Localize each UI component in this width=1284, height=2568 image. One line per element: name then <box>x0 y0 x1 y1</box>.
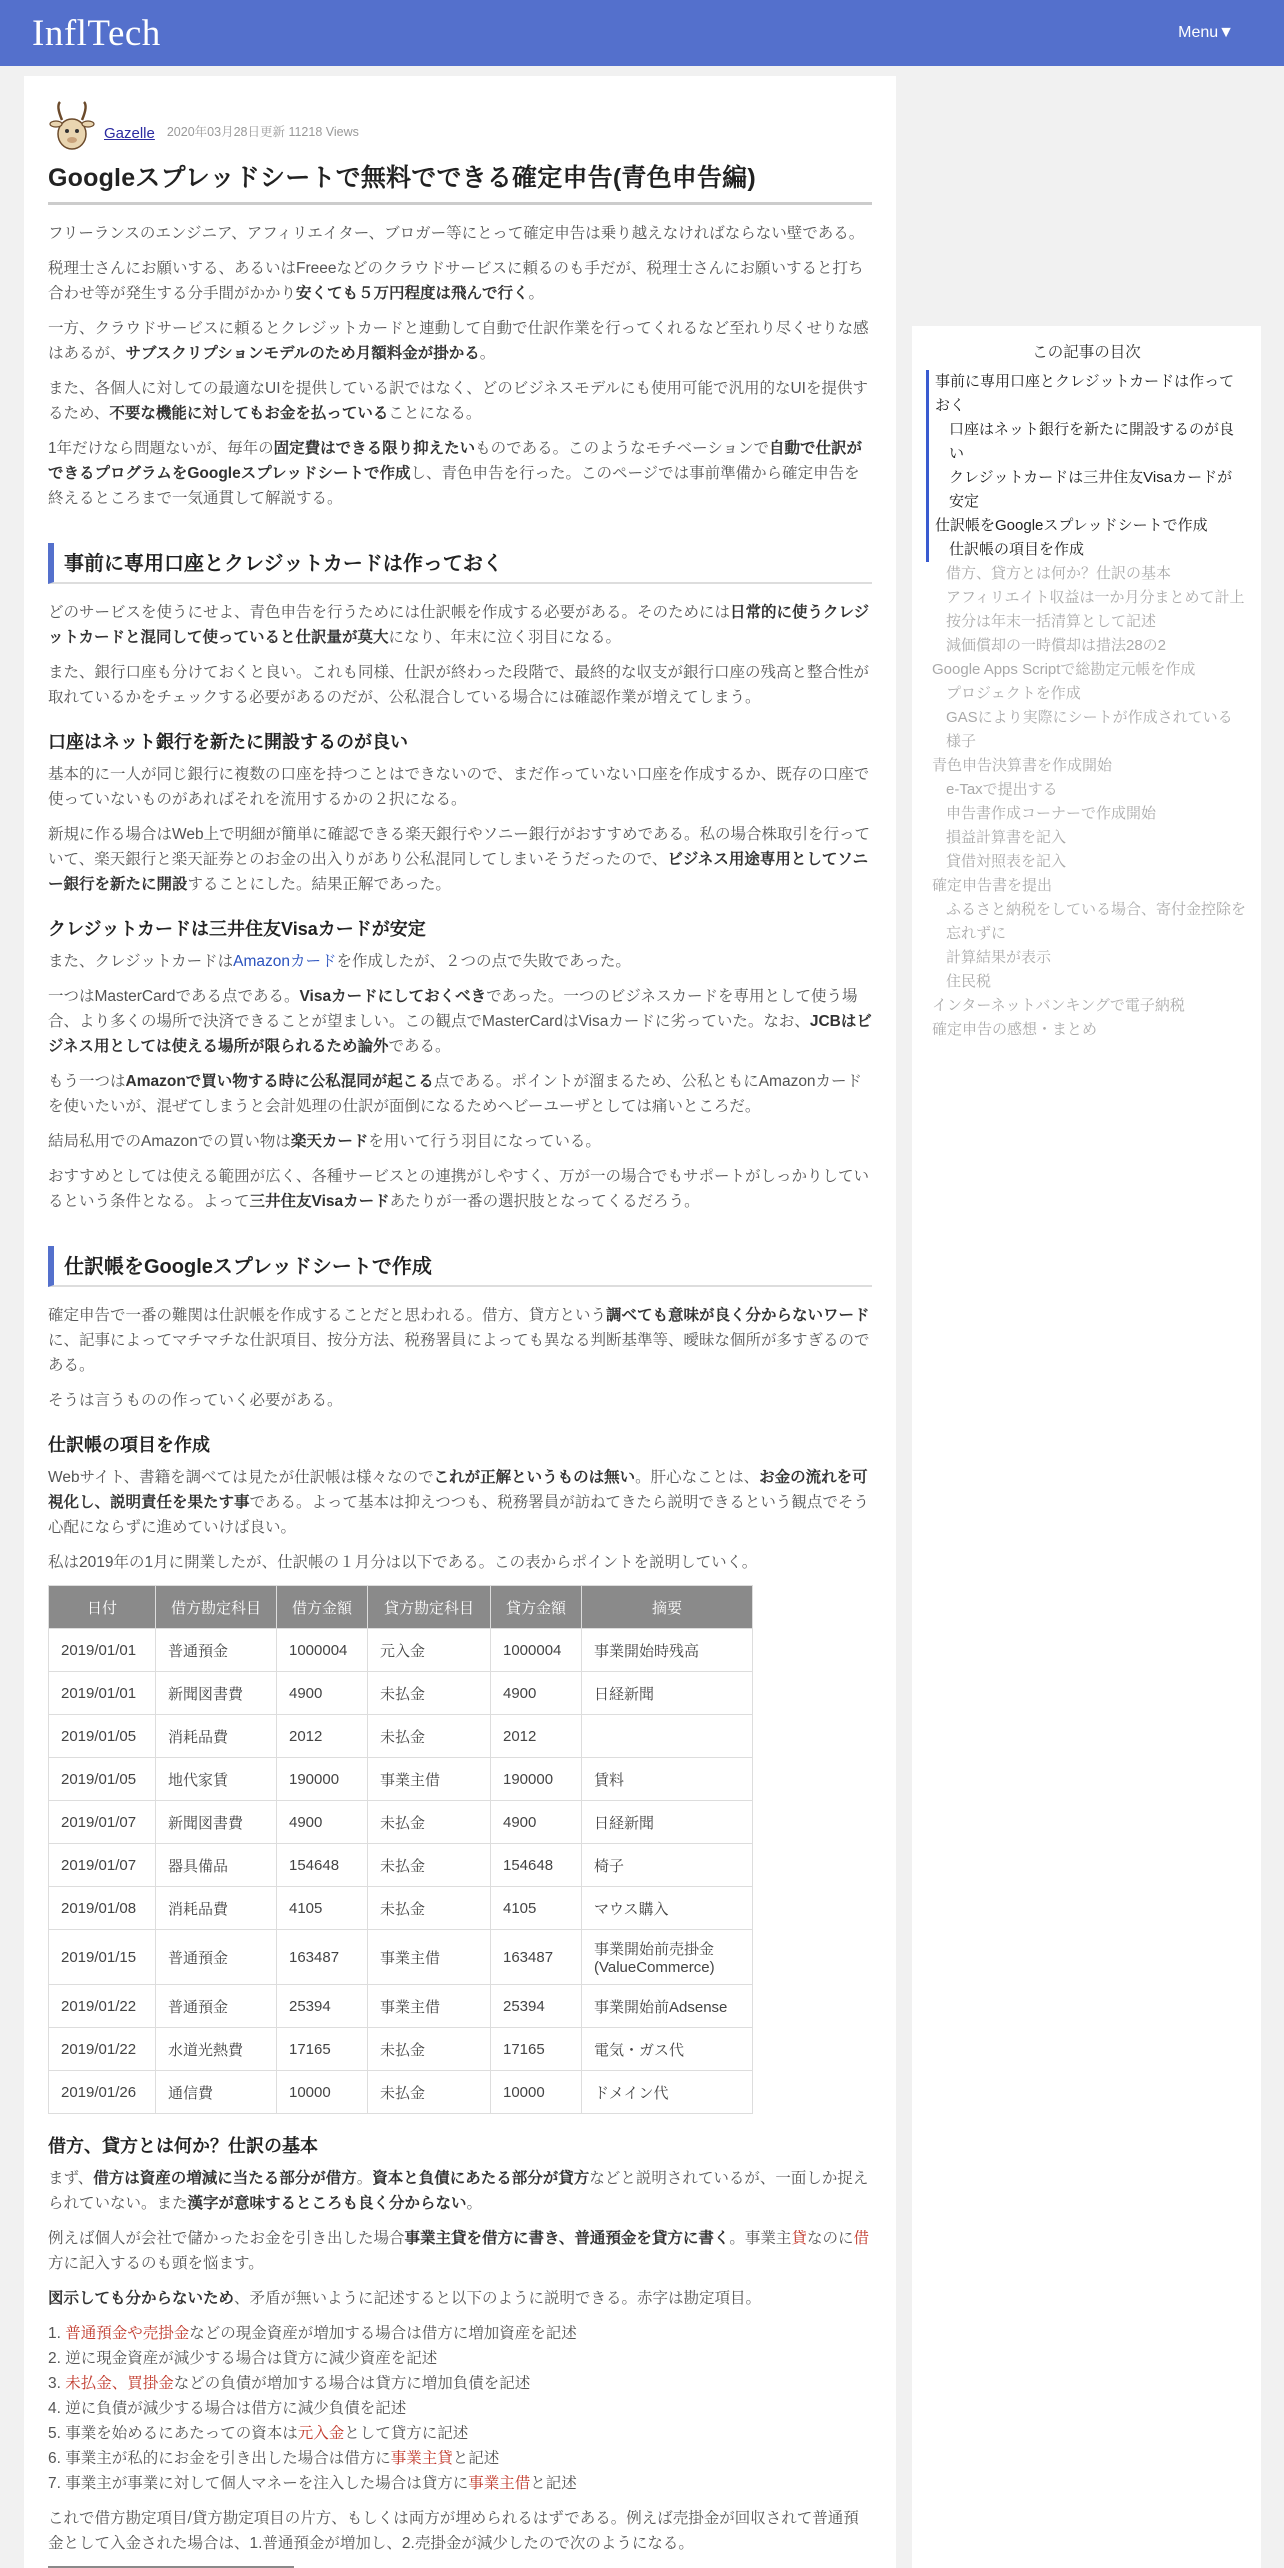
toc-list <box>926 370 1247 1042</box>
toc-item[interactable]: 口座はネット銀行を新たに開設するのが良い <box>926 418 1247 466</box>
table-cell: 未払金 <box>368 1672 491 1715</box>
table-cell: 2019/01/05 <box>49 1715 156 1758</box>
section-heading-accounts: 事前に専用口座とクレジットカードは作っておく <box>48 543 872 584</box>
table-cell: 4105 <box>491 1887 582 1930</box>
list-item: 5. 事業を始めるにあたっての資本は元入金として貸方に記述 <box>48 2425 469 2442</box>
table-cell: 4105 <box>277 1887 368 1930</box>
table-row <box>49 1844 753 1887</box>
table-cell: マウス購入 <box>582 1887 753 1930</box>
toc-item[interactable]: クレジットカードは三井住友Visaカードが安定 <box>926 466 1247 514</box>
paragraph: 一方、クラウドサービスに頼るとクレジットカードと連動して自動で仕訳作業を行ってくれるなど至れり尽くせりな感はあるが、サブスクリプションモデルのため月額料金が掛かる。 <box>48 320 869 362</box>
table-cell: 事業主借 <box>368 1985 491 2028</box>
toc-item[interactable]: 確定申告の感想・まとめ <box>932 1021 1098 1038</box>
table-header: 貸方金額 <box>491 1586 582 1629</box>
paragraph: 結局私用でのAmazonでの買い物は楽天カードを用いて行う羽目になっている。 <box>48 1133 601 1150</box>
paragraph: もう一つはAmazonで買い物する時に公私混同が起こる点である。ポイントが溜まるため、公私ともにAmazonカードを使いたいが、混ぜてしまうと会計処理の仕訳が面倒になるためヘビーユーザとしては痛いところだ。 <box>48 1073 863 1115</box>
page-title: Googleスプレッドシートで無料でできる確定申告(青色申告編) <box>48 158 872 205</box>
paragraph: どのサービスを使うにせよ、青色申告を行うためには仕訳帳を作成する必要がある。そのためには日常的に使うクレジットカードと混同して使っていると仕訳量が莫大になり、年末に泣く羽目になる。 <box>48 604 870 646</box>
toc-item[interactable]: ふるさと納税をしている場合、寄付金控除を忘れずに <box>946 901 1247 942</box>
table-cell: 190000 <box>277 1758 368 1801</box>
table-cell: ドメイン代 <box>582 2071 753 2114</box>
table-cell: 2019/01/07 <box>49 1801 156 1844</box>
author-link[interactable]: Gazelle <box>104 125 155 142</box>
table-row <box>49 2028 753 2071</box>
table-cell: 10000 <box>491 2071 582 2114</box>
table-cell: 4900 <box>277 1672 368 1715</box>
table-cell: 未払金 <box>368 1887 491 1930</box>
table-row <box>49 1930 753 1985</box>
intro-paragraph: フリーランスのエンジニア、アフィリエイター、ブロガー等にとって確定申告は乗り越えなければならない壁である。 <box>48 225 865 242</box>
table-cell: 163487 <box>277 1930 368 1985</box>
table-cell: 2019/01/26 <box>49 2071 156 2114</box>
rules-list <box>48 2321 872 2496</box>
paragraph: まず、借方は資産の増減に当たる部分が借方。資本と負債にあたる部分が貸方などと説明されているが、一面しか捉えられていない。また漢字が意味するところも良く分からない。 <box>48 2170 869 2212</box>
menu-button[interactable]: Menu▼ <box>1178 24 1234 41</box>
paragraph: これで借方勘定項目/貸方勘定項目の片方、もしくは両方が埋められるはずである。例えば売掛金が回収されて普通預金として入金された場合は、1.普通預金が増加し、2.売掛金が減少したので次のようになる。 <box>48 2510 859 2552</box>
toc-item[interactable]: 仕訳帳をGoogleスプレッドシートで作成 <box>926 514 1247 538</box>
paragraph: 基本的に一人が同じ銀行に複数の口座を持つことはできないので、まだ作っていない口座を作成するか、既存の口座で使っていないものがあればそれを流用するかの２択になる。 <box>48 766 870 808</box>
table-cell: 日経新聞 <box>582 1672 753 1715</box>
list-item: 3. 未払金、買掛金などの負債が増加する場合は貸方に増加負債を記述 <box>48 2375 531 2392</box>
toc-item[interactable]: e-Taxで提出する <box>946 781 1058 798</box>
table-cell: 2019/01/07 <box>49 1844 156 1887</box>
toc-item[interactable]: 確定申告書を提出 <box>932 877 1053 894</box>
table-row <box>49 1715 753 1758</box>
table-header: 借方勘定科目 <box>156 1586 277 1629</box>
table-cell: 事業開始前売掛金(ValueCommerce) <box>582 1930 753 1985</box>
paragraph: また、銀行口座も分けておくと良い。これも同様、仕訳が終わった段階で、最終的な収支が銀行口座の残高と整合性が取れているかをチェックする必要があるのだが、公私混合している場合には確認作業が増えてしまう。 <box>48 664 870 706</box>
toc-item[interactable]: Google Apps Scriptで総勘定元帳を作成 <box>932 661 1196 678</box>
toc-sidebar <box>912 326 1261 2568</box>
table-cell <box>582 1715 753 1758</box>
article-meta: 2020年03月28日更新 11218 Views <box>166 125 359 139</box>
toc-item[interactable]: プロジェクトを作成 <box>946 685 1081 702</box>
toc-item[interactable]: 青色申告決算書を作成開始 <box>932 757 1113 774</box>
toc-item[interactable]: 申告書作成コーナーで作成開始 <box>946 805 1157 822</box>
toc-title: この記事の目次 <box>1032 344 1141 361</box>
paragraph: 確定申告で一番の難関は仕訳帳を作成することだと思われる。借方、貸方という調べても意味が良く分からないワードに、記事によってマチマチな仕訳項目、按分方法、税務署員によっても異なる判断基準等、曖昧な個所が多すぎるのである。 <box>48 1307 870 1374</box>
table-cell: 1000004 <box>491 1629 582 1672</box>
table-cell: 消耗品費 <box>156 1887 277 1930</box>
table-header: 摘要 <box>582 1586 753 1629</box>
table-cell: 1000004 <box>277 1629 368 1672</box>
table-cell: 椅子 <box>582 1844 753 1887</box>
table-cell: 普通預金 <box>156 1629 277 1672</box>
journal-table <box>48 1585 753 2114</box>
toc-item[interactable]: 事前に専用口座とクレジットカードは作っておく <box>926 370 1247 418</box>
table-cell: 2019/01/08 <box>49 1887 156 1930</box>
table-cell: 器具備品 <box>156 1844 277 1887</box>
table-cell: 25394 <box>491 1985 582 2028</box>
toc-item[interactable]: 按分は年末一括清算として記述 <box>946 613 1157 630</box>
toc-item[interactable]: インターネットバンキングで電子納税 <box>932 997 1185 1014</box>
table-cell: 水道光熱費 <box>156 2028 277 2071</box>
toc-item[interactable]: 借方、貸方とは何か？仕訳の基本 <box>946 565 1172 582</box>
table-cell: 4900 <box>491 1672 582 1715</box>
table-cell: 2012 <box>491 1715 582 1758</box>
gazelle-avatar-icon[interactable] <box>48 100 96 152</box>
table-row <box>49 1801 753 1844</box>
site-header <box>0 0 1284 66</box>
toc-item[interactable]: 仕訳帳の項目を作成 <box>926 538 1247 562</box>
table-cell: 2019/01/01 <box>49 1629 156 1672</box>
table-row <box>49 1629 753 1672</box>
subheading-debit-credit: 借方、貸方とは何か？仕訳の基本 <box>48 2136 318 2156</box>
paragraph: 図示しても分からないため、矛盾が無いように記述すると以下のように説明できる。赤字は勘定項目。 <box>48 2290 762 2307</box>
section-heading-journal: 仕訳帳をGoogleスプレッドシートで作成 <box>48 1246 872 1287</box>
table-cell: 元入金 <box>368 1629 491 1672</box>
list-item: 6. 事業主が私的にお金を引き出した場合は借方に事業主貸と記述 <box>48 2450 500 2467</box>
table-cell: 未払金 <box>368 1801 491 1844</box>
table-cell: 163487 <box>491 1930 582 1985</box>
table-cell: 17165 <box>491 2028 582 2071</box>
table-cell: 電気・ガス代 <box>582 2028 753 2071</box>
table-cell: 2012 <box>277 1715 368 1758</box>
table-header: 貸方勘定科目 <box>368 1586 491 1629</box>
paragraph: 新規に作る場合はWeb上で明細が簡単に確認できる楽天銀行やソニー銀行がおすすめである。私の場合株取引を行っていて、楽天銀行と楽天証券とのお金の出入りがあり公私混同してしまいそうだったので、ビジネス用途専用としてソニー銀行を新たに開設することにした。結果正解であった。 <box>48 826 870 893</box>
paragraph: Webサイト、書籍を調べては見たが仕訳帳は様々なのでこれが正解というものは無い。肝心なことは、お金の流れを可視化し、説明責任を果たす事である。よって基本は抑えつつも、税務署員が訪ねてきたら説明できるという観点でそう心配にならずに進めていけば良い。 <box>48 1469 869 1536</box>
table-cell: 4900 <box>491 1801 582 1844</box>
table-cell: 事業開始時残高 <box>582 1629 753 1672</box>
paragraph: 一つはMasterCardである点である。Visaカードにしておくべきであった。一つのビジネスカードを専用として使う場合、より多くの場所で決済できることが望ましい。この観点でMasterCardはVisaカードに劣っていた。なお、JCBはビジネス用としては使える場所が限られるため論外である。 <box>48 988 872 1055</box>
table-cell: 賃料 <box>582 1758 753 1801</box>
table-row <box>49 1672 753 1715</box>
table-cell: 未払金 <box>368 2028 491 2071</box>
toc-item[interactable]: アフィリエイト収益は一か月分まとめて計上 <box>946 589 1245 606</box>
paragraph: 私は2019年の1月に開業したが、仕訳帳の１月分は以下である。この表からポイントを説明していく。 <box>48 1554 758 1571</box>
table-cell: 地代家賃 <box>156 1758 277 1801</box>
toc-item[interactable]: 計算結果が表示 <box>946 949 1052 966</box>
paragraph: また、各個人に対しての最適なUIを提供している訳ではなく、どのビジネスモデルにも使用可能で汎用的なUIを提供するため、不要な機能に対してもお金を払っていることになる。 <box>48 380 868 422</box>
paragraph: また、クレジットカードはAmazonカードを作成したが、２つの点で失敗であった。 <box>48 953 631 970</box>
table-header: 日付 <box>49 1586 156 1629</box>
table-cell: 154648 <box>491 1844 582 1887</box>
table-cell: 通信費 <box>156 2071 277 2114</box>
table-cell: 新聞図書費 <box>156 1801 277 1844</box>
paragraph: おすすめとしては使える範囲が広く、各種サービスとの連携がしやすく、万が一の場合でもサポートがしっかりしているという条件となる。よって三井住友Visaカードあたりが一番の選択肢となってくるだろう。 <box>48 1168 870 1210</box>
table-cell: 未払金 <box>368 2071 491 2114</box>
article-main <box>24 76 896 2568</box>
table-cell: 新聞図書費 <box>156 1672 277 1715</box>
author-row <box>48 94 872 152</box>
table-cell: 事業主借 <box>368 1930 491 1985</box>
table-header: 借方金額 <box>277 1586 368 1629</box>
toc-item[interactable]: 減価償却の一時償却は措法28の2 <box>946 637 1167 654</box>
table-cell: 4900 <box>277 1801 368 1844</box>
table-cell: 25394 <box>277 1985 368 2028</box>
amazon-card-link[interactable]: Amazonカード <box>233 953 337 970</box>
table-cell: 事業主借 <box>368 1758 491 1801</box>
list-item: 7. 事業主が事業に対して個人マネーを注入した場合は貸方に事業主借と記述 <box>48 2475 577 2492</box>
subheading-net-bank: 口座はネット銀行を新たに開設するのが良い <box>48 732 408 752</box>
paragraph: そうは言うものの作っていく必要がある。 <box>48 1392 343 1409</box>
table-cell: 17165 <box>277 2028 368 2071</box>
subheading-journal-items: 仕訳帳の項目を作成 <box>48 1435 210 1455</box>
table-cell: 2019/01/05 <box>49 1758 156 1801</box>
paragraph: 1年だけなら問題ないが、毎年の固定費はできる限り抑えたいものである。このようなモチベーションで自動で仕訳ができるプログラムをGoogleスプレッドシートで作成し、青色申告を行った。このページでは事前準備から確定申告を終えるところまで一気通貫して解説する。 <box>48 440 863 507</box>
table-cell: 2019/01/01 <box>49 1672 156 1715</box>
table-cell: 2019/01/15 <box>49 1930 156 1985</box>
site-logo[interactable]: InflTech <box>32 12 161 54</box>
list-item: 1. 普通預金や売掛金などの現金資産が増加する場合は借方に増加資産を記述 <box>48 2325 577 2342</box>
table-cell: 事業開始前Adsense <box>582 1985 753 2028</box>
table-cell: 154648 <box>277 1844 368 1887</box>
table-row <box>49 1985 753 2028</box>
toc-item[interactable]: GASにより実際にシートが作成されている様子 <box>946 709 1233 750</box>
list-item: 4. 逆に負債が減少する場合は借方に減少負債を記述 <box>48 2400 407 2417</box>
toc-item[interactable]: 住民税 <box>946 973 992 990</box>
toc-item[interactable]: 損益計算書を記入 <box>946 829 1067 846</box>
table-cell: 普通預金 <box>156 1930 277 1985</box>
table-cell: 普通預金 <box>156 1985 277 2028</box>
table-cell: 日経新聞 <box>582 1801 753 1844</box>
table-cell: 2019/01/22 <box>49 2028 156 2071</box>
table-header-row <box>49 1586 753 1629</box>
table-row <box>49 1887 753 1930</box>
paragraph: 例えば個人が会社で儲かったお金を引き出した場合事業主貸を借方に書き、普通預金を貸方に書く。事業主貸なのに借方に記入するのも頭を悩ます。 <box>48 2230 869 2272</box>
table-row <box>49 1758 753 1801</box>
list-item: 2. 逆に現金資産が減少する場合は貸方に減少資産を記述 <box>48 2350 438 2367</box>
table-cell: 未払金 <box>368 1844 491 1887</box>
subheading-credit-card: クレジットカードは三井住友Visaカードが安定 <box>48 919 426 939</box>
table-row <box>49 2071 753 2114</box>
table-cell: 10000 <box>277 2071 368 2114</box>
table-cell: 未払金 <box>368 1715 491 1758</box>
table-cell: 消耗品費 <box>156 1715 277 1758</box>
table-cell: 190000 <box>491 1758 582 1801</box>
paragraph: 税理士さんにお願いする、あるいはFreeeなどのクラウドサービスに頼るのも手だが、税理士さんにお願いすると打ち合わせ等が発生する分手間がかかり安くても５万円程度は飛んで行く。 <box>48 260 864 302</box>
toc-item[interactable]: 貸借対照表を記入 <box>946 853 1067 870</box>
table-cell: 2019/01/22 <box>49 1985 156 2028</box>
